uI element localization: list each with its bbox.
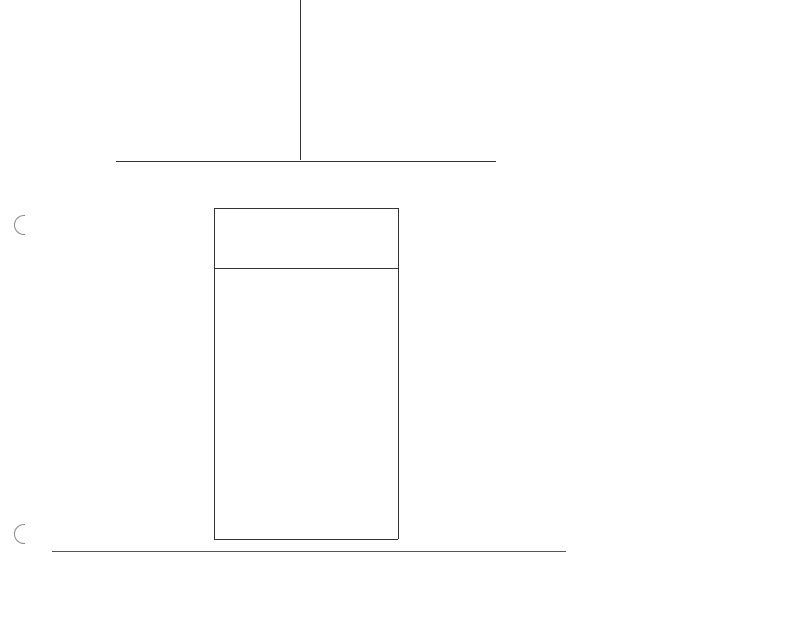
detail-header-rule	[214, 268, 398, 269]
detail-table-right-border	[398, 208, 399, 539]
punch-hole-mark	[14, 524, 25, 544]
detail-table-bottom-border	[214, 539, 398, 540]
footer-rule	[52, 551, 566, 552]
top-table-divider	[300, 0, 301, 160]
top-table-bottom-border	[116, 161, 496, 162]
detail-table-left-border	[214, 208, 215, 539]
punch-hole-mark	[14, 215, 25, 235]
detail-table-top-border	[214, 208, 398, 209]
